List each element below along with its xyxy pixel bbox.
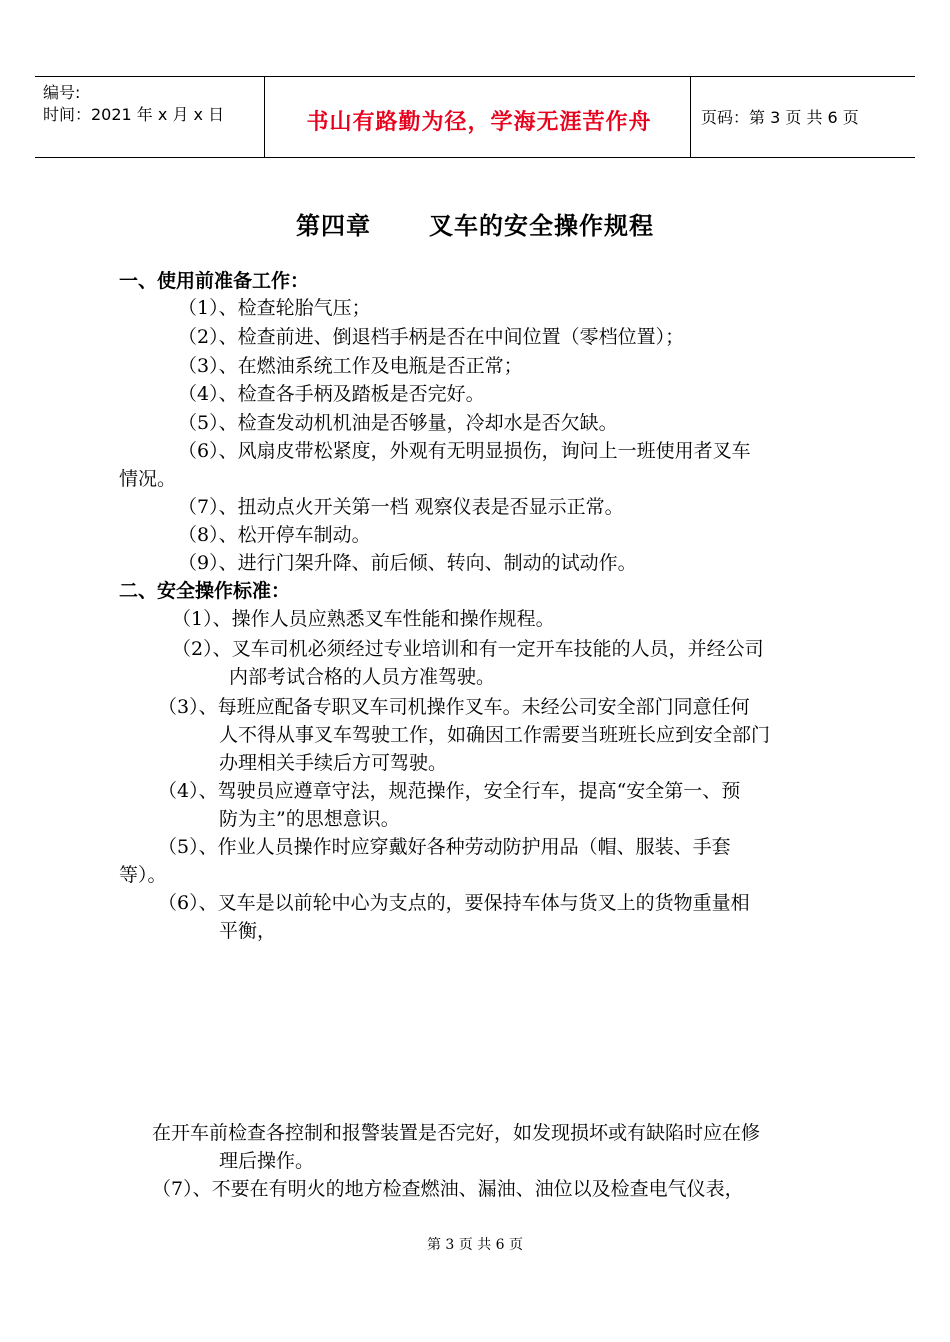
- section-heading: 二、安全操作标准：: [119, 580, 291, 602]
- body-line: 在开车前检查各控制和报警装置是否完好，如发现损坏或有缺陷时应在修: [152, 1122, 761, 1144]
- section-heading: 一、使用前准备工作：: [119, 270, 310, 292]
- body-line: （1）、检查轮胎气压；: [178, 297, 371, 319]
- header-motto: 书山有路勤为径，学海无涯苦作舟: [306, 109, 652, 135]
- body-line: （7）、扭动点火开关第一档 观察仪表是否显示正常。: [178, 496, 624, 518]
- header-divider: [264, 77, 265, 157]
- body-line: （5）、检查发动机机油是否够量，冷却水是否欠缺。: [178, 412, 618, 434]
- page-header: [35, 76, 915, 158]
- body-line: 办理相关手续后方可驾驶。: [219, 752, 448, 774]
- doc-number-label: 编号:: [43, 83, 81, 102]
- header-divider: [690, 77, 691, 157]
- body-line: （8）、松开停车制动。: [178, 524, 371, 546]
- body-line: 平衡，: [219, 920, 277, 942]
- body-line: 人不得从事叉车驾驶工作，如确因工作需要当班班长应到安全部门: [219, 724, 771, 746]
- body-line: （6）、风扇皮带松紧度，外观有无明显损伤，询问上一班使用者叉车: [178, 440, 751, 462]
- body-line: （5）、作业人员操作时应穿戴好各种劳动防护用品（帽、服装、手套: [158, 836, 731, 858]
- body-line: （7）、不要在有明火的地方检查燃油、漏油、油位以及检查电气仪表，: [152, 1178, 744, 1200]
- page-footer: 第 3 页 共 6 页: [426, 1237, 524, 1253]
- header-page-label: 页码：第 3 页 共 6 页: [701, 108, 859, 127]
- body-line: （4）、驾驶员应遵章守法，规范操作，安全行车，提高“安全第一、预: [158, 780, 741, 802]
- body-line: 情况。: [119, 468, 177, 490]
- body-line: （3）、在燃油系统工作及电瓶是否正常；: [178, 355, 523, 377]
- body-line: 理后操作。: [219, 1150, 315, 1172]
- chapter-title: [0, 206, 950, 241]
- body-line: （2）、叉车司机必须经过专业培训和有一定开车技能的人员，并经公司: [172, 638, 764, 660]
- body-line: 内部考试合格的人员方准驾驶。: [229, 666, 496, 688]
- body-line: （1）、操作人员应熟悉叉车性能和操作规程。: [172, 608, 555, 630]
- doc-date-label: 时间：2021 年 x 月 x 日: [43, 105, 225, 124]
- body-line: （2）、检查前进、倒退档手柄是否在中间位置（零档位置）；: [178, 326, 685, 348]
- body-line: （9）、进行门架升降、前后倾、转向、制动的试动作。: [178, 552, 637, 574]
- body-line: 防为主”的思想意识。: [219, 808, 400, 830]
- body-line: （4）、检查各手柄及踏板是否完好。: [178, 383, 485, 405]
- chapter-name: 叉车的安全操作规程: [429, 211, 654, 240]
- body-line: 等）。: [119, 864, 167, 886]
- chapter-number: 第四章: [296, 211, 371, 240]
- body-line: （6）、叉车是以前轮中心为支点的，要保持车体与货叉上的货物重量相: [158, 892, 750, 914]
- body-line: （3）、每班应配备专职叉车司机操作叉车。未经公司安全部门同意任何: [158, 696, 750, 718]
